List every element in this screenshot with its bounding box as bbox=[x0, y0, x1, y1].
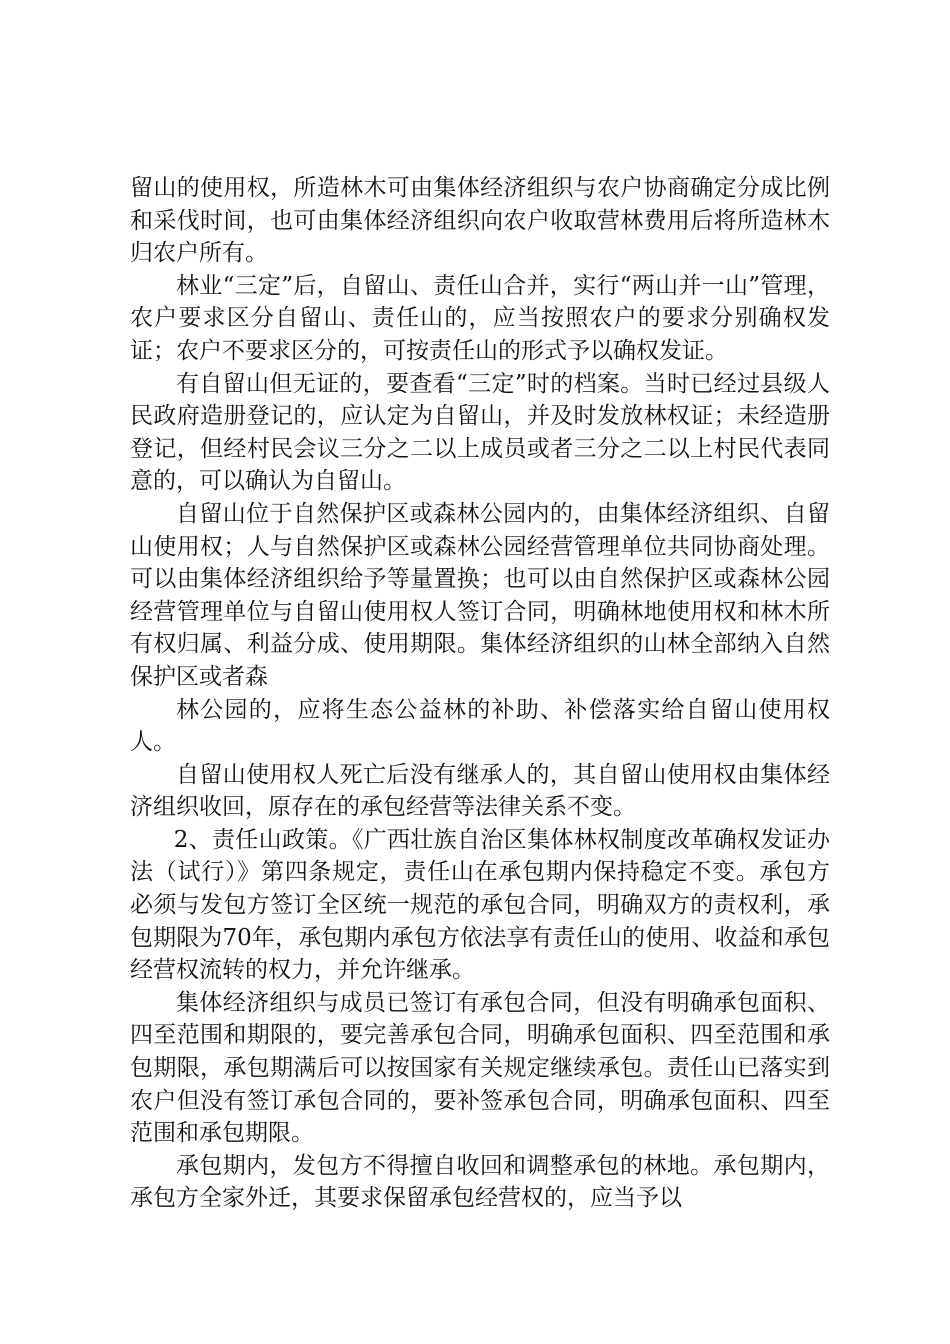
document-body bbox=[130, 172, 830, 1215]
paragraph-merged-mountains: 林业“三定”后，自留山、责任山合并，实行“两山并一山”管理，农户要求区分自留山、责任山的，应当按照农户的要求分别确权发证；农户不要求区分的，可按责任山的形式予以确权发证。 bbox=[130, 272, 830, 364]
paragraph-responsibility-policy: 2、责任山政策。《广西壮族自治区集体林权制度改革确权发证办法（试行）》第四条规定，责任山在承包期内保持稳定不变。承包方必须与发包方签订全区统一规范的承包合同，明确双方的责权利，承包期限为70年，承包期内承包方依法享有责任山的使用、收益和承包经营权流转的权力，并允许继承。 bbox=[130, 826, 830, 984]
paragraph-contract-period: 承包期内，发包方不得擅自收回和调整承包的林地。承包期内，承包方全家外迁，其要求保留承包经营权的，应当予以 bbox=[130, 1152, 830, 1212]
paragraph-forest-park-subsidy: 林公园的，应将生态公益林的补助、补偿落实给自留山使用权人。 bbox=[130, 696, 830, 756]
paragraph-no-heir: 自留山使用权人死亡后没有继承人的，其自留山使用权由集体经济组织收回，原存在的承包经营等法律关系不变。 bbox=[130, 761, 830, 821]
paragraph-nature-reserve: 自留山位于自然保护区或森林公园内的，由集体经济组织、自留山使用权；人与自然保护区或森林公园经营管理单位共同协商处理。可以由集体经济组织给予等量置换；也可以由自然保护区或森林公园经营管理单位与自留山使用权人签订合同，明确林地使用权和林木所有权归属、利益分成、使用期限。集体经济组织的山林全部纳入自然保护区或者森 bbox=[130, 500, 830, 690]
paragraph-no-certificate: 有自留山但无证的，要查看“三定”时的档案。当时已经过县级人民政府造册登记的，应认定为自留山，并及时发放林权证；未经造册登记，但经村民会议三分之二以上成员或者三分之二以上村民代表同意的，可以确认为自留山。 bbox=[130, 370, 830, 495]
paragraph-contract-completion: 集体经济组织与成员已签订有承包合同，但没有明确承包面积、四至范围和期限的，要完善承包合同，明确承包面积、四至范围和承包期限，承包期满后可以按国家有关规定继续承包。责任山已落实到农户但没有签订承包合同的，要补签承包合同，明确承包面积、四至范围和承包期限。 bbox=[130, 989, 830, 1147]
paragraph-continuation: 留山的使用权，所造林木可由集体经济组织与农户协商确定分成比例和采伐时间，也可由集体经济组织向农户收取营林费用后将所造林木归农户所有。 bbox=[130, 175, 830, 267]
